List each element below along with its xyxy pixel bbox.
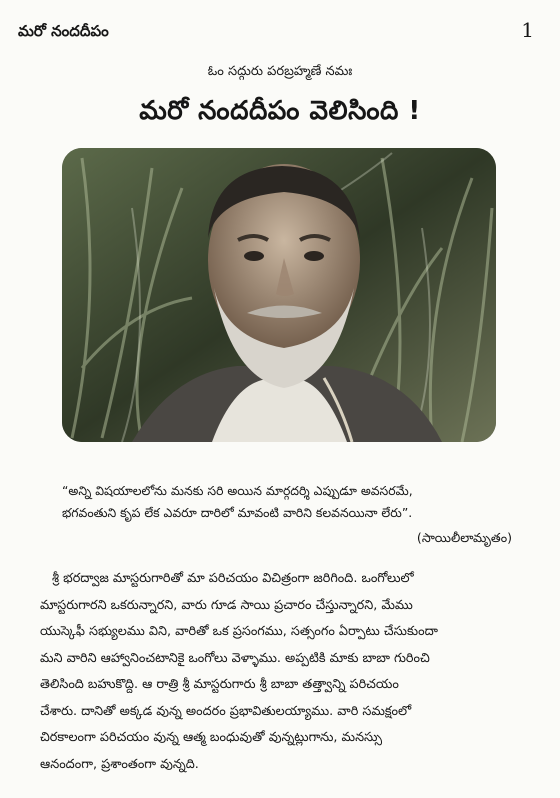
- portrait-photo: [62, 148, 496, 442]
- body-line: తెలిసింది బహుకొద్ది. ఆ రాత్రి శ్రీ మాస్టరుగారు శ్రీ బాబా తత్త్వాన్ని పరిచయం: [40, 677, 399, 692]
- body-line: మని వారిని ఆహ్వానించటానికై ఒంగోలు వెళ్ళాము. అప్పటికి మాకు బాబా గురించి: [40, 650, 430, 666]
- page-number: 1: [521, 18, 534, 42]
- body-paragraph: [40, 566, 526, 778]
- running-title: మరో నందదీపం: [18, 22, 109, 40]
- invocation: ఓం సద్గురు పరబ్రహ్మణే నమః: [207, 64, 353, 79]
- body-line: చేశారు. దానితో అక్కడ వున్న అందరం ప్రభావితులయ్యాము. వారి సమక్షంలో: [40, 703, 412, 719]
- epigraph-quote: [62, 480, 522, 524]
- quote-line: “అన్ని విషయాలలోను మనకు సరి అయిన మార్గదర్శి ఎప్పుడూ అవసరమే,: [62, 483, 413, 498]
- body-line: యుస్కెఫీ సభ్యులము విని, వారితో ఒక ప్రసంగము, సత్సంగం ఏర్పాటు చేసుకుందా: [40, 624, 438, 639]
- body-line: ఆనందంగా, ప్రశాంతంగా వున్నది.: [40, 756, 199, 772]
- body-line: చిరకాలంగా పరిచయం వున్న ఆత్మ బంధువుతో వున్నట్లుగాను, మనస్సు: [40, 730, 383, 745]
- body-line: మాస్టరుగారని ఒకరున్నారని, వారు గూడ సాయి ప్రచారం చేస్తున్నారని, మేము: [40, 597, 413, 613]
- portrait-illustration: [62, 148, 496, 442]
- body-line: శ్రీ భరద్వాజ మాస్టరుగారితో మా పరిచయం విచిత్రంగా జరిగింది. ఒంగోలులో: [52, 571, 414, 586]
- page-title: మరో నందదీపం వెలిసింది !: [139, 96, 421, 126]
- quote-source: (సాయిలీలామృతం): [416, 530, 512, 545]
- quote-line: భగవంతుని కృప లేక ఎవరూ దారిలో మావంటి వారిని కలవనయినా లేరు”.: [62, 505, 413, 520]
